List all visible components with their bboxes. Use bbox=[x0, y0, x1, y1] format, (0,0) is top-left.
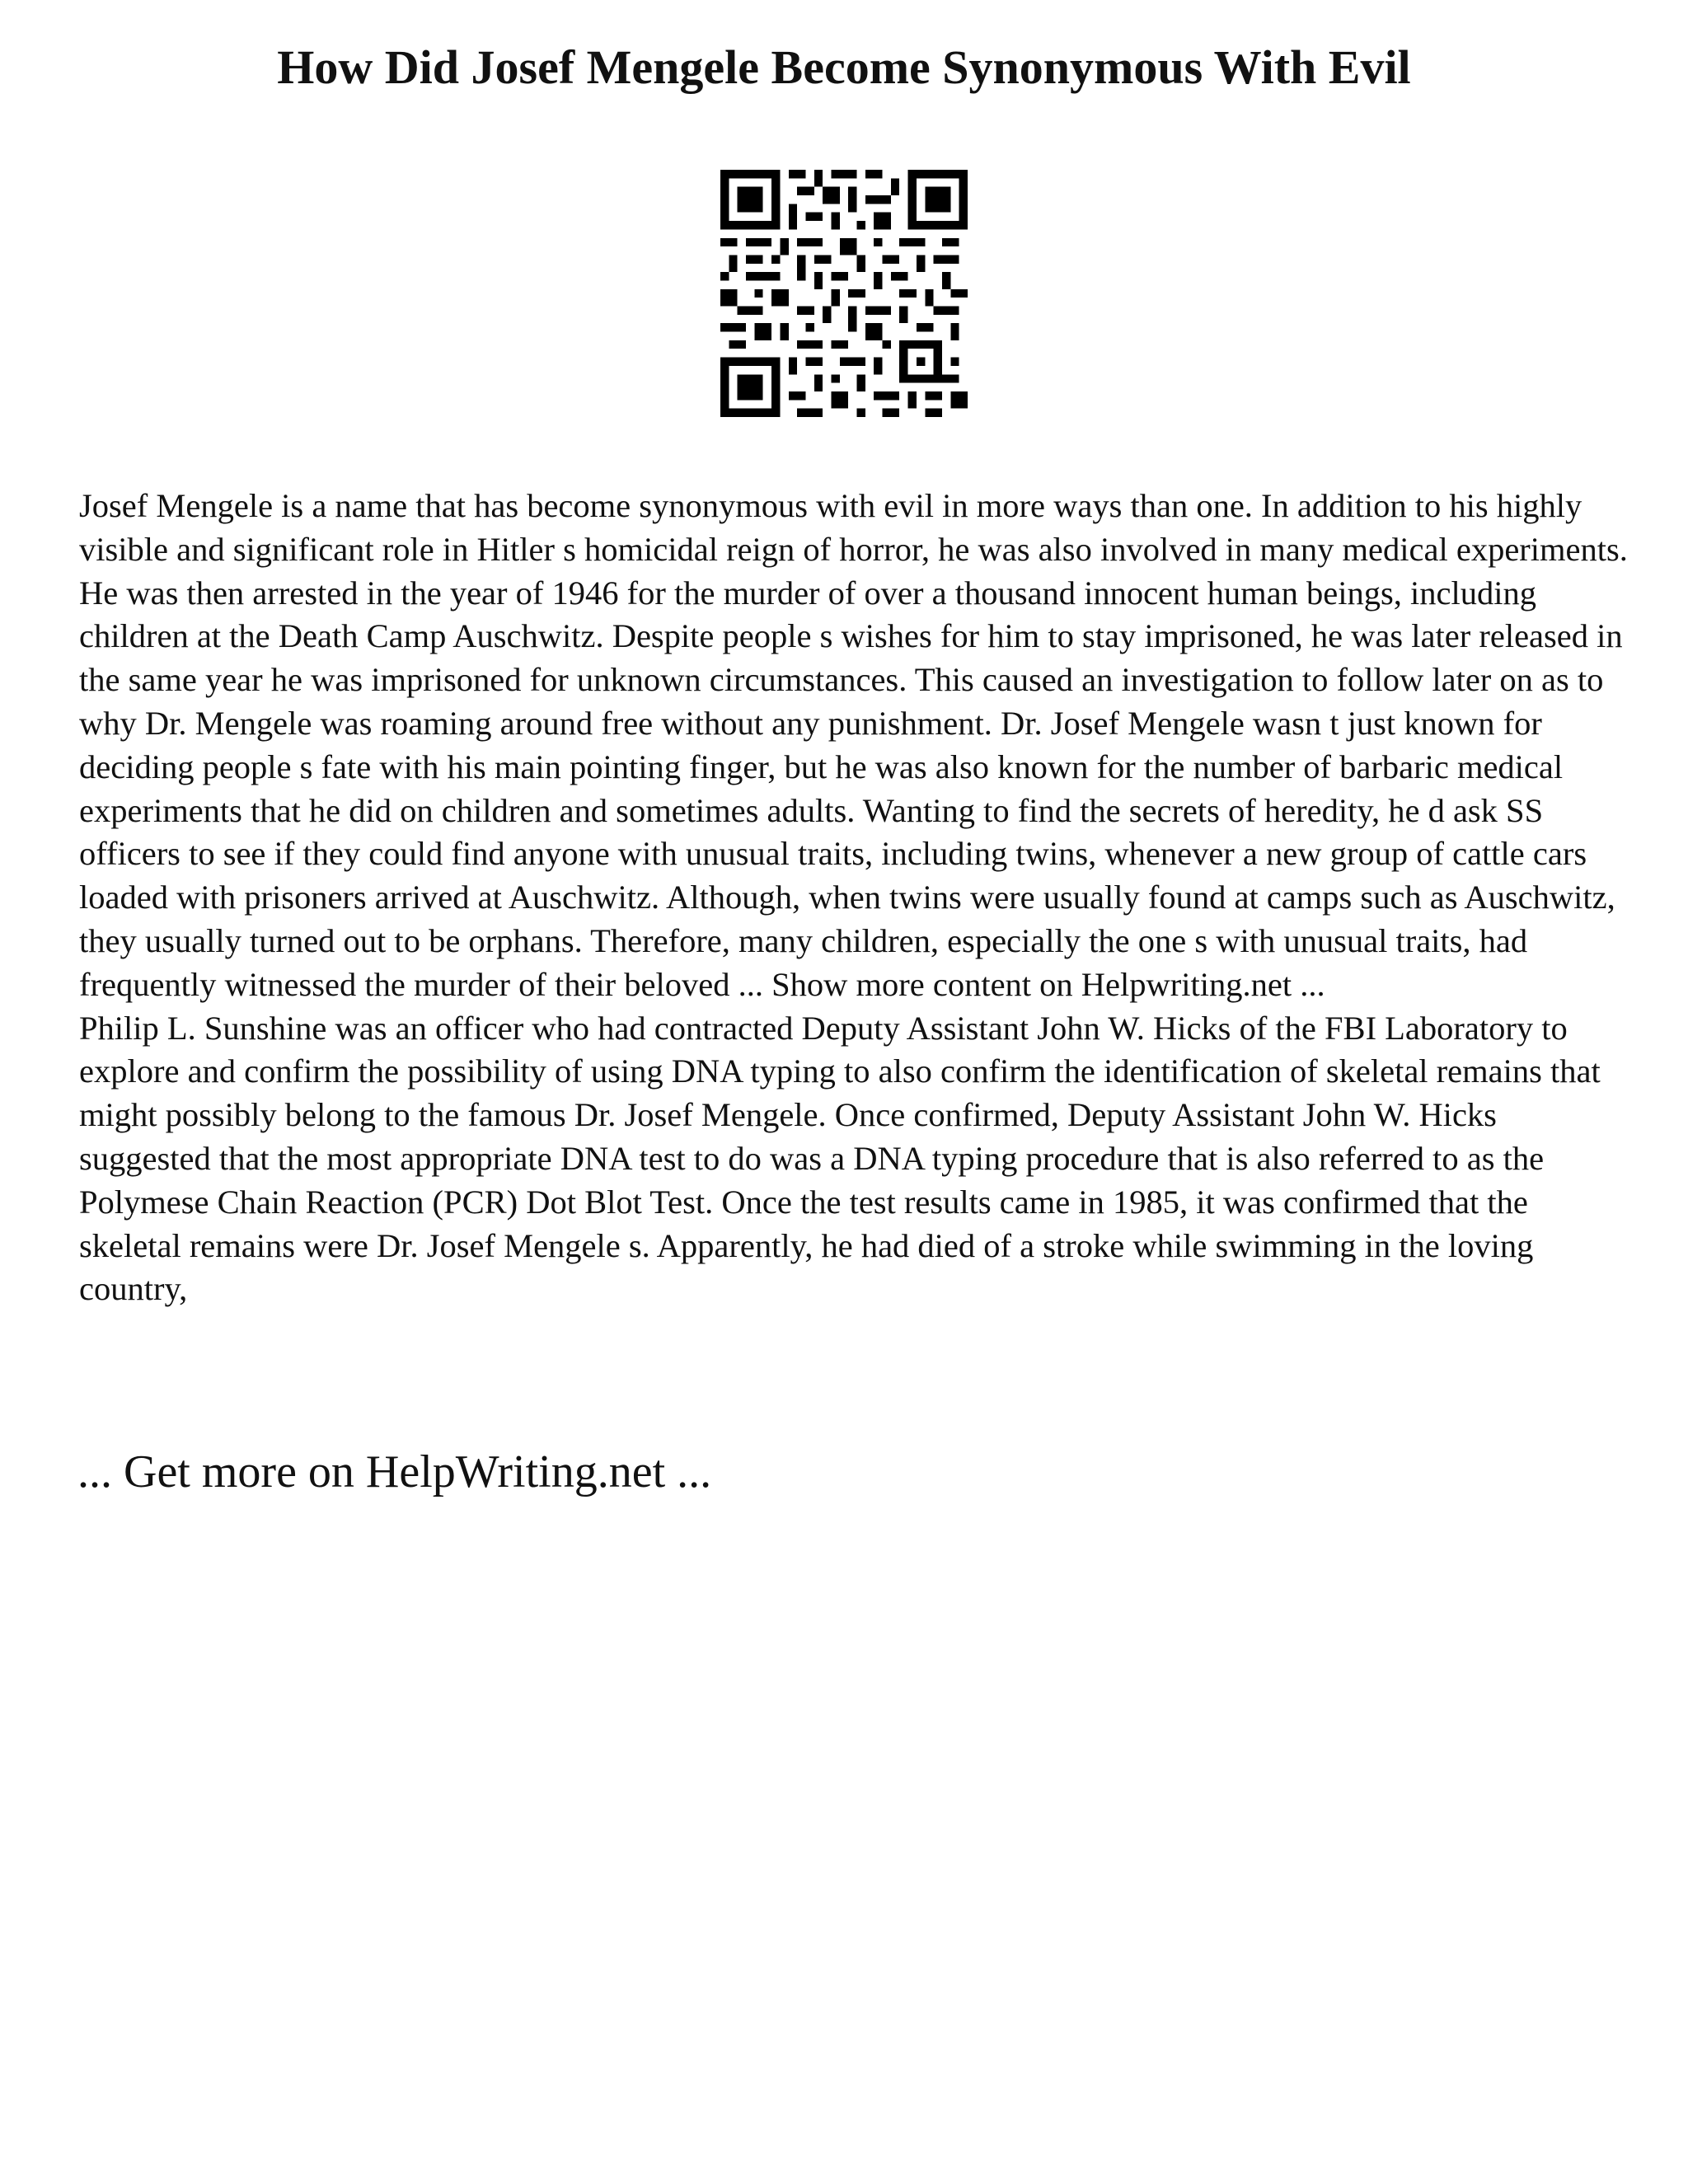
qr-code-graphic bbox=[720, 170, 968, 417]
get-more-link[interactable]: ... Get more on HelpWriting.net ... bbox=[77, 1446, 712, 1497]
body-paragraph-1: Josef Mengele is a name that has become synonymous with evil in more ways than one. In addition to his highly visible and significant role in Hitler s homicidal reign of horror, he was also involved in many medical experiments. He was then arrested in the year of 1946 for the murder of over a thousand innocent human beings, including children at the Death Camp Auschwitz. Despite people s wishes for him to stay imprisoned, he was later released in the same year he was imprisoned for unknown circumstances. This caused an investigation to follow later on as to why Dr. Mengele was roaming around free without any punishment. Dr. Josef Mengele wasn t just known for deciding people s fate with his main pointing finger, but he was also known for the number of barbaric medical experiments that he did on children and sometimes adults. Wanting to find the secrets of heredity, he d ask SS officers to see if they could find anyone with unusual traits, including twins, whenever a new group of cattle cars loaded with prisoners arrived at Auschwitz. Although, when twins were usually found at camps such as Auschwitz, they usually turned out to be orphans. Therefore, many children, especially the one s with unusual traits, had frequently witnessed the murder of their beloved ... Show more content on Helpwriting.net ... bbox=[79, 487, 1628, 1003]
qr-code-icon bbox=[720, 170, 968, 417]
document-title: How Did Josef Mengele Become Synonymous With Evil bbox=[277, 40, 1411, 94]
document-body bbox=[79, 485, 1629, 1311]
body-paragraph-2: Philip L. Sunshine was an officer who had contracted Deputy Assistant John W. Hicks of the FBI Laboratory to explore and confirm the possibility of using DNA typing to also confirm the identification of skeletal remains that might possibly belong to the famous Dr. Josef Mengele. Once confirmed, Deputy Assistant John W. Hicks suggested that the most appropriate DNA test to do was a DNA typing procedure that is also referred to as the Polymese Chain Reaction (PCR) Dot Blot Test. Once the test results came in 1985, it was confirmed that the skeletal remains were Dr. Josef Mengele s. Apparently, he had died of a stroke while swimming in the loving country, bbox=[79, 1009, 1601, 1308]
